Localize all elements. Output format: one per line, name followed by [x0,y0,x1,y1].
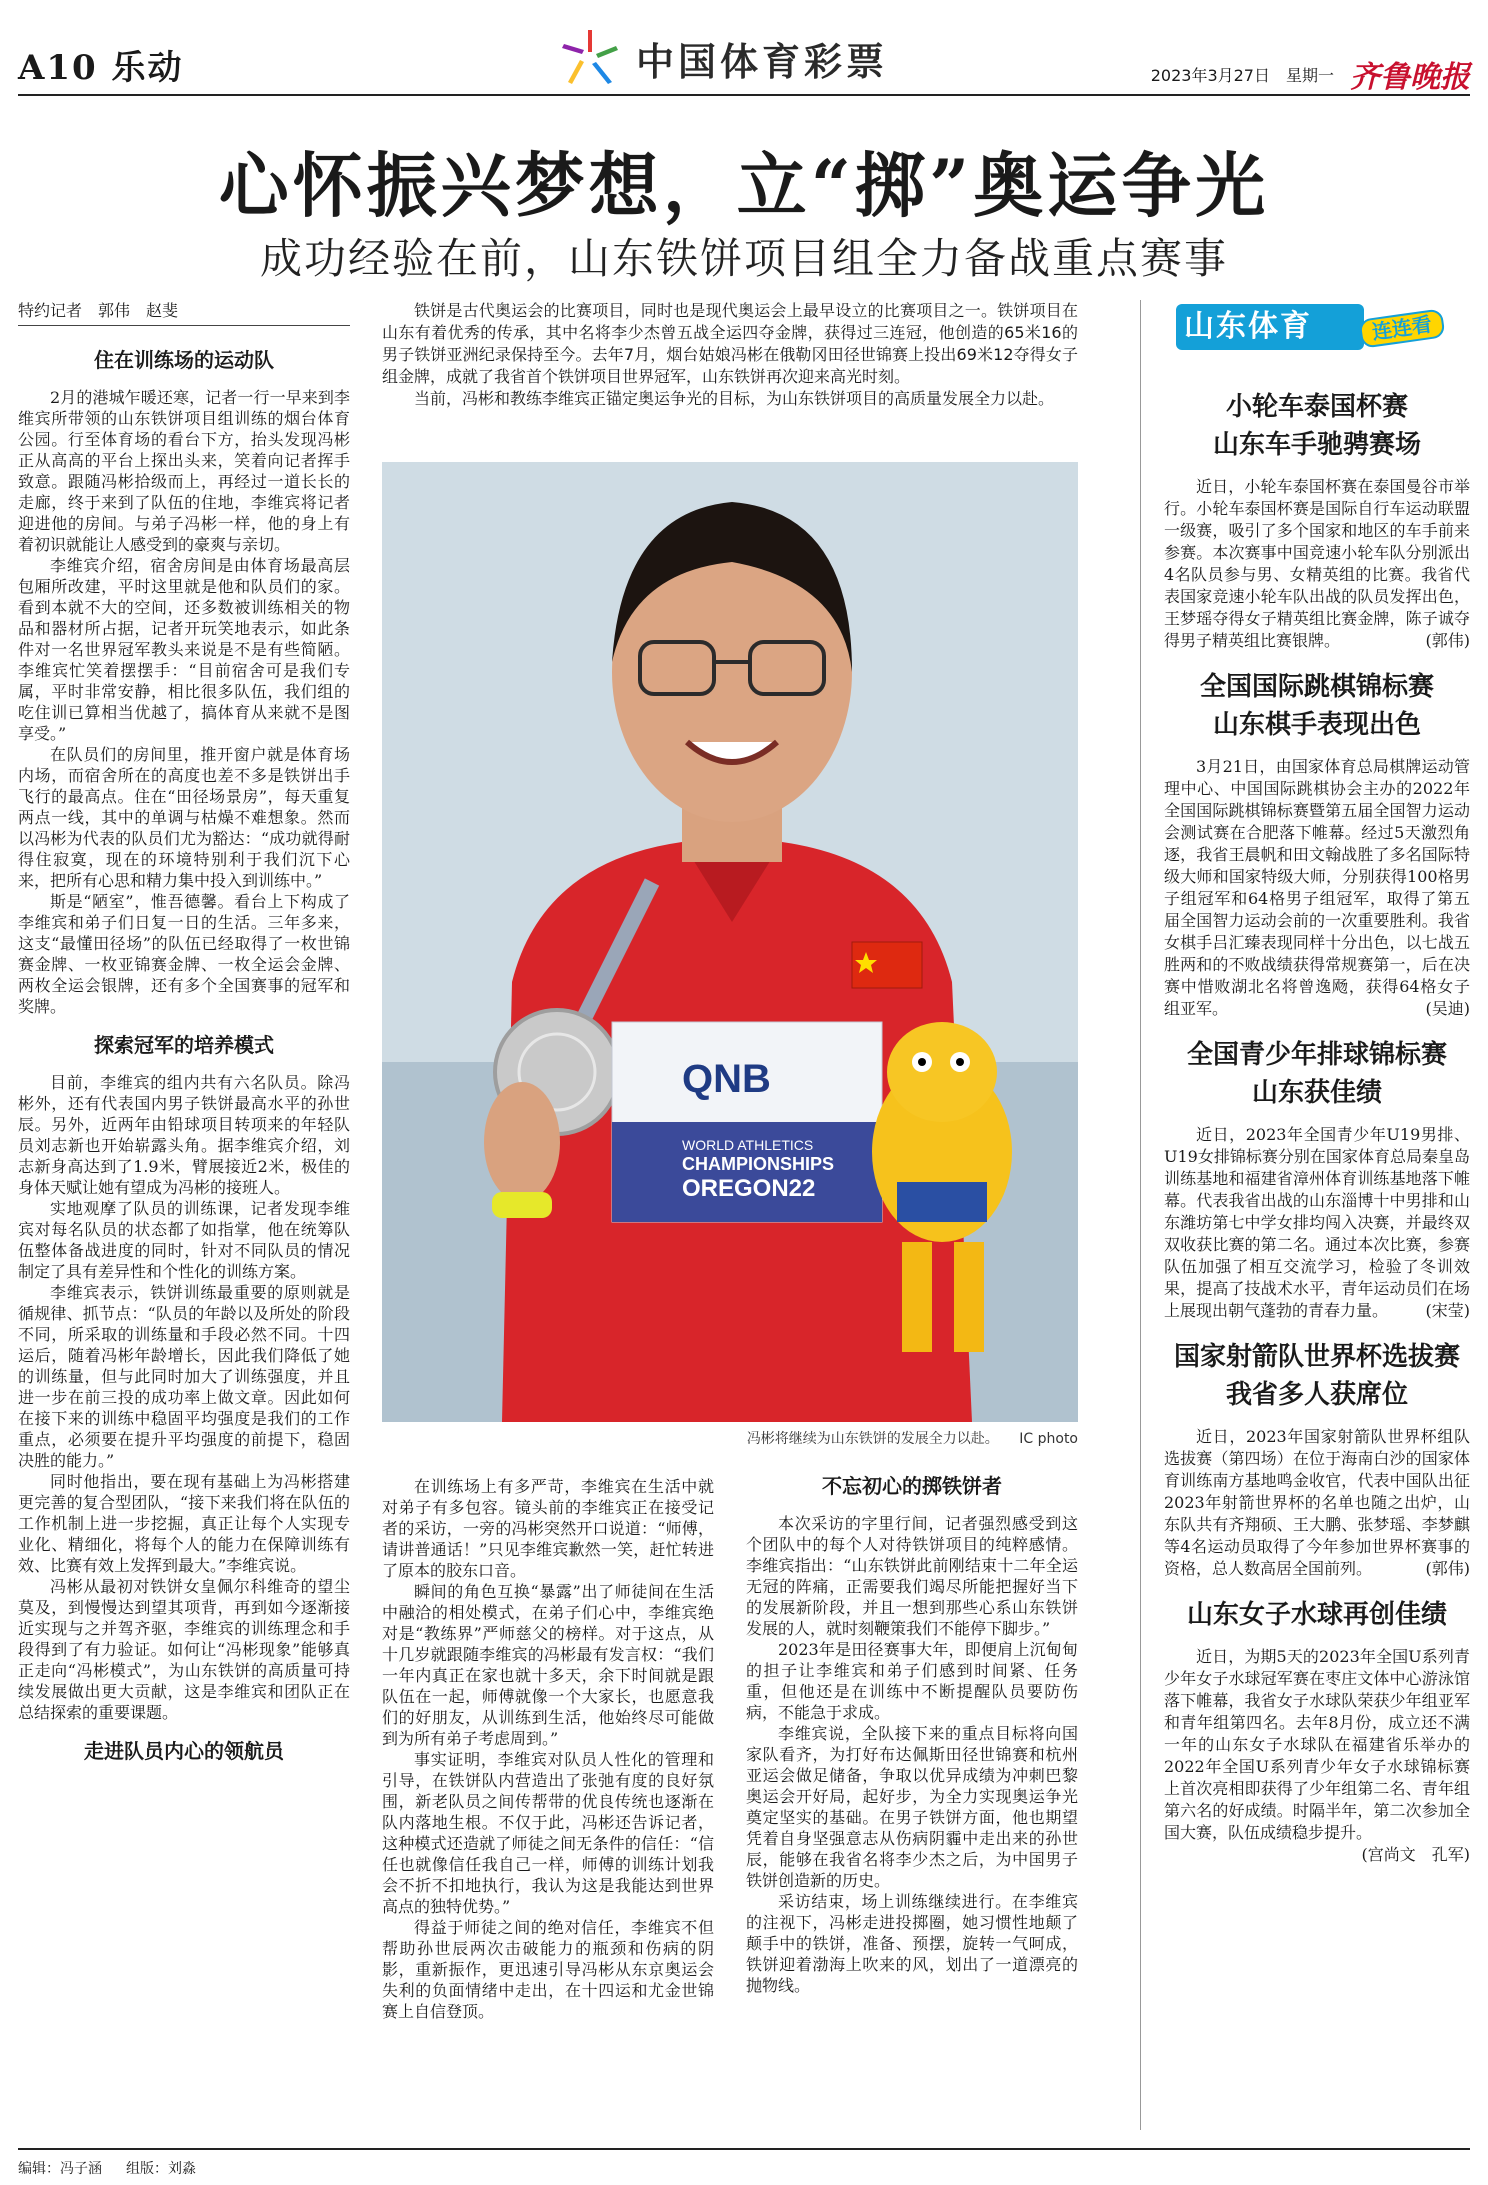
paragraph: 在训练场上有多严苛，李维宾在生活中就对弟子有多包容。镜头前的李维宾正在接受记者的采访，一旁的冯彬突然开口说道：“师傅，请讲普通话！”只见李维宾歉然一笑，赶忙转进了原本的胶东口音。 [382,1477,714,1580]
news-body: 3月21日，由国家体育总局棋牌运动管理中心、中国国际跳棋协会主办的2022年全国国际跳棋锦标赛暨第五届全国智力运动会测试赛在合肥落下帷幕。经过5天激烈角逐，我省王晨帆和田文翰战胜了多名国际特级大师和国家特级大师，分别获得100格男子组冠军和64格男子组冠军，取得了第五届全国智力运动会前的一次重要胜利。我省女棋手吕汇臻表现同样十分出色，以七战五胜两和的不败战绩获得常规赛第一，后在决赛中惜败湖北名将曾逸飏，获得64格女子组亚军。 (吴迪) [1164,757,1470,1018]
caption-text: 冯彬将继续为山东铁饼的发展全力以赴。 [746,1431,999,1447]
middle-column-1 [382,1476,714,2022]
sidebar-brand [1164,300,1470,362]
bib-event-line2: CHAMPIONSHIPS [682,1154,835,1174]
brand-tag: 连连看 [1358,308,1445,348]
news-credit: (宋莹) [1425,1301,1470,1320]
byline: 特约记者 郭伟 赵斐 [18,300,350,326]
news-body: 近日，2023年全国青少年U19男排、U19女排锦标赛分别在国家体育总局秦皇岛训练基地和福建省漳州体育训练基地落下帷幕。代表我省出战的山东淄博十中男排和山东潍坊第七中学女排均闯入决赛，并最终双双收获比赛的第二名。通过本次比赛，参赛队伍加强了相互交流学习，检验了冬训效果，提高了技战术水平，青年运动员们在场上展现出朝气蓬勃的青春力量。 (宋莹) [1164,1125,1470,1320]
paragraph: 瞬间的角色互换“暴露”出了师徒间在生活中融洽的相处模式，在弟子们心中，李维宾绝对是“教练界”严师慈父的榜样。对于这点，从十几岁就跟随李维宾的冯彬最有发言权：“我们一年内真正在家也就十多天，余下时间就是跟队伍在一起，师傅就像一个大家长，也愿意我们的好朋友，从训练到生活，他始终尽可能做到为所有弟子考虑周到。” [382,1582,714,1748]
news-title: 山东女子水球再创佳绩 [1186,1600,1447,1630]
paragraph: 本次采访的字里行间，记者强烈感受到这个团队中的每个人对待铁饼项目的纯粹感情。李维宾指出：“山东铁饼此前刚结束十二年全运无冠的阵痛，正需要我们竭尽所能把握好当下的发展新阶段，并且一想到那些心系山东铁饼发展的人，就时刻鞭策我们不能停下脚步。” [746,1514,1078,1638]
paragraph: 目前，李维宾的组内共有六名队员。除冯彬外，还有代表国内男子铁饼最高水平的孙世辰。另外，近两年由铅球项目转项来的年轻队员刘志新也开始崭露头角。据李维宾介绍，刘志新身高达到了1.9米，臂展接近2米，极佳的身体天赋让她有望成为冯彬的接班人。 [18,1073,350,1197]
intro-block [382,300,1078,410]
lottery-logo [558,26,888,90]
paragraph: 在队员们的房间里，推开窗户就是体育场内场，而宿舍所在的高度也差不多是铁饼出手飞行的最高点。住在“田径场景房”，每天重复两点一线，其中的单调与枯燥不难想象。然而以冯彬为代表的队员们尤为豁达：“成功就得耐得住寂寞，现在的环境特别利于我们沉下心来，把所有心思和精力集中投入到训练中。” [18,745,350,890]
paragraph: 李维宾表示，铁饼训练最重要的原则就是循规律、抓节点：“队员的年龄以及所处的阶段不同，所采取的训练量和手段必然不同。十四运后，随着冯彬年龄增长，因此我们降低了她的训练量，但与此同时加大了训练强度，并且进一步在前三投的成功率上做文章。因此如何在接下来的训练中稳固平均强度是我们的工作重点，必须要在提升平均强度的前提下，稳固决胜的能力。” [18,1283,350,1470]
news-credit: (宫尚文 孔军) [1361,1845,1470,1864]
lottery-star-icon [558,26,622,90]
page-number: A10 乐动 [18,48,184,88]
news-body: 近日，为期5天的2023年全国U系列青少年女子水球冠军赛在枣庄文体中心游泳馆落下帷幕，我省女子水球队荣获少年组亚军和青年组第四名。去年8月份，成立还不满一年的山东女子水球队在福建省乐举办的2022年全国U系列青少年女子水球锦标赛上首次亮相即获得了少年组第二名、青年组第六名的好成绩。时隔半年，第二次参加全国大赛，队伍成绩稳步提升。 (宫尚文 孔军) [1164,1647,1470,1864]
paragraph: 同时他指出，要在现有基础上为冯彬搭建更完善的复合型团队，“接下来我们将在队伍的工作机制上进一步挖掘，真正让每个人实现专业化、精细化，将每个人的能力在保障训练有效、比赛有效上发挥到最大。”李维宾说。 [18,1472,350,1575]
issue-date: 2023年3月27日 [1150,65,1270,85]
bib-event-line1: WORLD ATHLETICS [682,1137,814,1153]
paragraph: 2023年是田径赛事大年，即便肩上沉甸甸的担子让李维宾和弟子们感到时间紧、任务重，但他还是在训练中不断提醒队员要防伤病，不能急于求成。 [746,1640,1078,1722]
news-title: 小轮车泰国杯赛 山东车手驰骋赛场 [1212,392,1421,460]
paragraph: 李维宾介绍，宿舍房间是由体育场最高层包厢所改建，平时这里就是他和队员们的家。看到本就不大的空间，还多数被训练相关的物品和器材所占据，记者开玩笑地表示，如此条件对一名世界冠军教头来说是不是有些简陋。李维宾忙笑着摆摆手：“目前宿舍可是我们专属，平时非常安静，相比很多队伍，我们组的吃住训已算相当优越了，搞体育从来就不是图享受。” [18,556,350,743]
sidebar [1164,300,1470,1866]
paragraph: 实地观摩了队员的训练课，记者发现李维宾对每名队员的状态都了如指掌，他在统筹队伍整体备战进度的同时，针对不同队员的情况制定了具有差异性和个性化的训练方案。 [18,1199,350,1281]
brand-title: 山东体育 [1176,304,1364,350]
section-title-3: 走进队员内心的领航员 [84,1739,284,1763]
column-divider [1140,300,1141,2130]
paragraph: 李维宾说，全队接下来的重点目标将向国家队看齐，为打好布达佩斯田径世锦赛和杭州亚运会做足储备，争取以优异成绩为冲刺巴黎奥运会开好局，起好步，为全力实现奥运争光奠定坚实的基础。在男子铁饼方面，他也期望凭着自身坚强意志从伤病阴霾中走出来的孙世辰，能够在我省名将李少杰之后，为中国男子铁饼创造新的历史。 [746,1724,1078,1890]
paragraph: 得益于师徒之间的绝对信任，李维宾不但帮助孙世辰两次击破能力的瓶颈和伤病的阴影，重新振作，更迅速引导冯彬从东京奥运会失利的负面情绪中走出，在十四运和尤金世锦赛上自信登顶。 [382,1918,714,2021]
paragraph: 斯是“陋室”，惟吾德馨。看台上下构成了李维宾和弟子们日复一日的生活。三年多来，这支“最懂田径场”的队伍已经取得了一枚世锦赛金牌、一枚亚锦赛金牌、一枚全运会金牌、两枚全运会银牌，还有多个全国赛事的冠军和奖牌。 [18,892,350,1016]
lottery-name: 中国体育彩票 [636,39,889,84]
news-title: 全国青少年排球锦标赛 山东获佳绩 [1186,1040,1447,1108]
news-body: 近日，2023年国家射箭队世界杯组队选拔赛（第四场）在位于海南白沙的国家体育训练南方基地鸣金收官，代表中国队出征2023年射箭世界杯的名单也随之出炉，山东队共有齐翔硕、王大鹏、张梦瑶、李梦麒等4名运动员取得了今年参加世界杯赛事的资格，总人数高居全国前列。 (郭伟) [1164,1427,1470,1578]
news-body: 近日，小轮车泰国杯赛在泰国曼谷市举行。小轮车泰国杯赛是国际自行车运动联盟一级赛，吸引了多个国家和地区的车手前来参赛。本次赛事中国竞速小轮车队分别派出4名队员参与男、女精英组的比赛。我省代表国家竞速小轮车队出战的队员发挥出色，王梦瑶夺得女子精英组比赛金牌，陈子诚夺得男子精英组比赛银牌。 (郭伟) [1164,477,1470,650]
news-credit: (吴迪) [1425,999,1470,1018]
news-credit: (郭伟) [1425,631,1470,650]
issue-weekday: 星期一 [1285,65,1334,85]
news-title: 国家射箭队世界杯选拔赛 我省多人获席位 [1173,1342,1460,1410]
layout-credit: 组版：刘淼 [126,2161,196,2177]
news-credit: (郭伟) [1425,1559,1470,1578]
paragraph: 采访结束，场上训练继续进行。在李维宾的注视下，冯彬走进投掷圈，她习惯性地颠了颠手中的铁饼，准备、预摆，旋转一气呵成，铁饼迎着渤海上吹来的风，划出了一道漂亮的抛物线。 [746,1892,1078,1995]
section-title-4: 不忘初心的掷铁饼者 [822,1474,1002,1498]
bib-event-line3: OREGON22 [682,1175,816,1202]
intro-paragraph: 铁饼是古代奥运会的比赛项目，同时也是现代奥运会上最早设立的比赛项目之一。铁饼项目在山东有着优秀的传承，其中名将李少杰曾五战全运四夺金牌，获得过三连冠，他创造的65米16的男子铁饼亚洲纪录保持至今。去年7月，烟台姑娘冯彬在俄勒冈田径世锦赛上投出69米12夺得女子组金牌，成就了我省首个铁饼项目世界冠军，山东铁饼再次迎来高光时刻。 [382,301,1078,386]
bib-sponsor: QNB [682,1057,771,1101]
paper-name: 齐鲁晚报 [1350,60,1470,95]
news-title: 全国国际跳棋锦标赛 山东棋手表现出色 [1199,672,1434,740]
paragraph: 冯彬从最初对铁饼女皇佩尔科维奇的望尘莫及，到慢慢达到望其项背，再到如今逐渐接近实现与之并驾齐驱，李维宾的训练理念和手段得到了有力验证。如何让“冯彬现象”能够真正走向“冯彬模式”，为山东铁饼的高质量可持续发展做出更大贡献，这是李维宾和团队正在总结探索的重要课题。 [18,1577,350,1722]
athlete-illustration [382,462,1078,1422]
photo-credit: IC photo [1019,1431,1078,1447]
section-title-2: 探索冠军的培养模式 [94,1033,274,1057]
footer [18,2148,1470,2178]
middle-column-2 [746,1476,1078,1996]
subhead: 成功经验在前，山东铁饼项目组全力备战重点赛事 [259,234,1228,283]
paragraph: 2月的港城乍暖还寒，记者一行一早来到李维宾所带领的山东铁饼项目组训练的烟台体育公园。行至体育场的看台下方，抬头发现冯彬正从高高的平台上探出头来，笑着向记者挥手致意。跟随冯彬拾级而上，再经过一道长长的走廊，终于来到了队伍的住地，李维宾将记者迎进他的房间。与弟子冯彬一样，他的身上有着初识就能让人感受到的豪爽与亲切。 [18,388,350,554]
masthead [18,18,1470,96]
dateline [1151,52,1470,96]
athlete-photo [382,462,1078,1422]
paragraph: 事实证明，李维宾对队员人性化的管理和引导，在铁饼队内营造出了张弛有度的良好氛围，新老队员之间传帮带的优良传统也逐渐在队内落地生根。不仅于此，冯彬还告诉记者，这种模式还造就了师徒之间无条件的信任：“信任也就像信任我自己一样，师傅的训练计划我会不折不扣地执行，我认为这是我能达到世界高点的独特优势。” [382,1750,714,1916]
intro-paragraph: 当前，冯彬和教练李维宾正锚定奥运争光的目标，为山东铁饼项目的高质量发展全力以赴。 [414,389,1055,408]
editor-credit: 编辑：冯子涵 [18,2161,102,2177]
section-title-1: 住在训练场的运动队 [94,348,274,372]
left-column [18,300,350,1778]
photo-caption [382,1428,1078,1448]
headline: 心怀振兴梦想，立“掷”奥运争光 [218,144,1270,227]
